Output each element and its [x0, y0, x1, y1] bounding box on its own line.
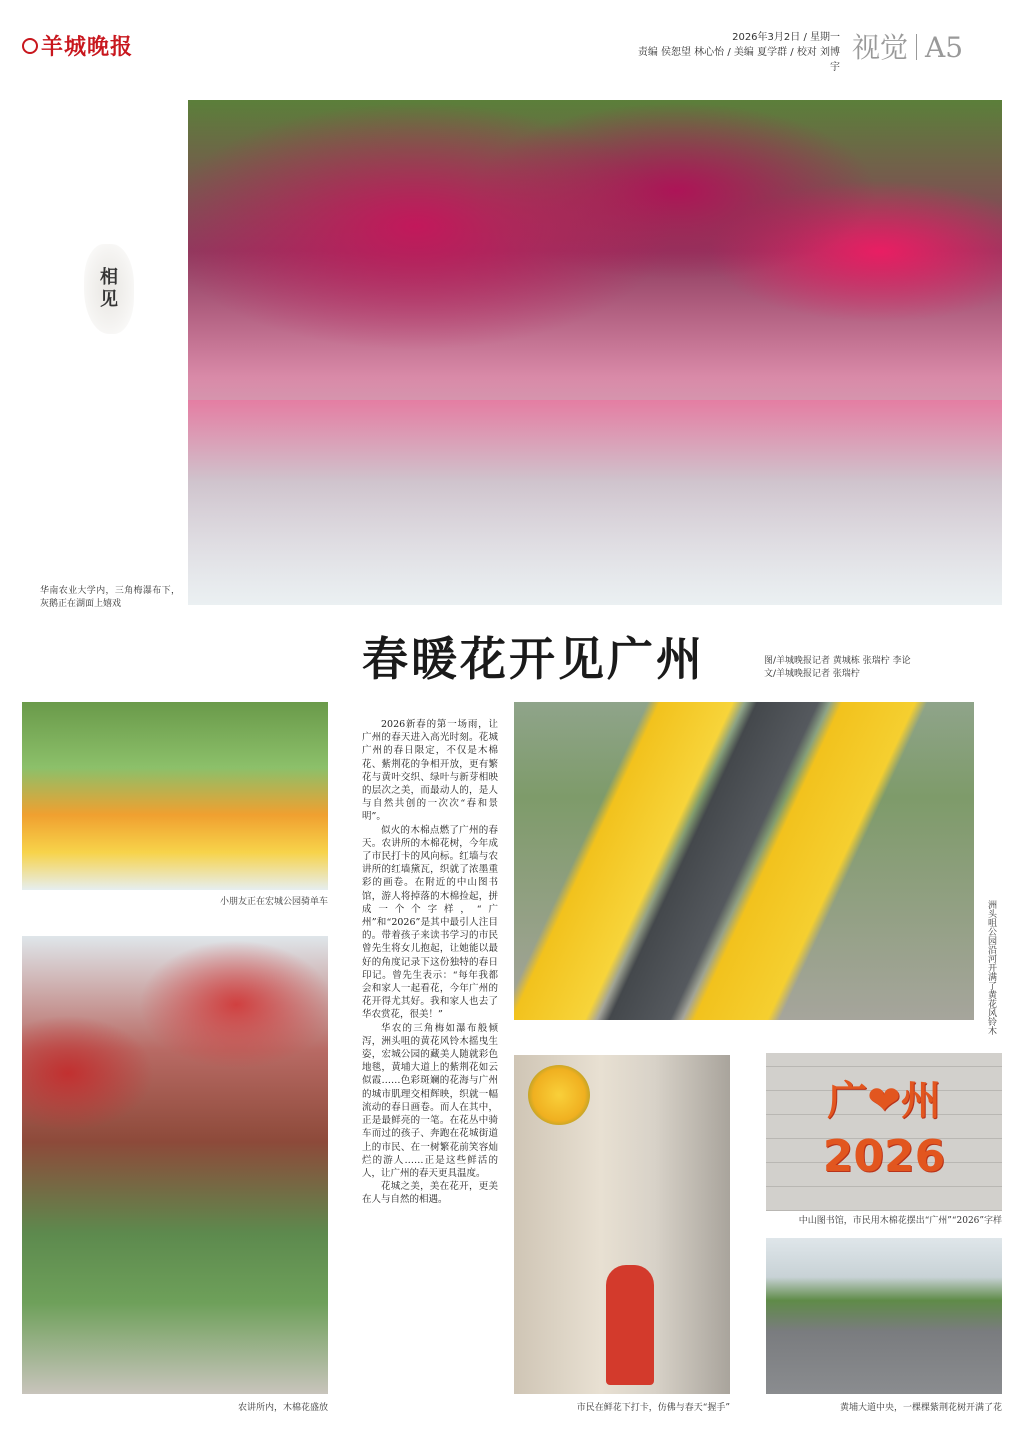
ornament-char: 见 [100, 289, 118, 310]
photo-kapok-blossoms [22, 936, 328, 1394]
page-number: A5 [925, 31, 964, 64]
woman-red-dress [606, 1265, 654, 1385]
photo-woman-flowers [514, 1055, 730, 1394]
caption-woman: 市民在鲜花下打卡，仿佛与春天“握手” [576, 1403, 730, 1413]
photo-credit: 图/羊城晚报记者 黄城栋 张瑞柠 李论 [764, 656, 911, 666]
logo-text: 羊城晚报 [41, 34, 134, 60]
caption-kapok: 农讲所内，木棉花盛放 [237, 1403, 328, 1413]
date-line: 2026年3月2日 / 星期一 [732, 32, 840, 43]
photo-huangpu-avenue [766, 1238, 1002, 1394]
photo-golden-trumpet-avenue [514, 702, 974, 1020]
article-paragraph: 华农的三角梅如瀑布般倾泻，洲头咀的黄花风铃木摇曳生姿，宏城公园的藏美人随就彩色地毯，黄埔大道上的紫荆花如云似霞……色彩斑斓的花海与广州的城市肌理交相辉映，织就一幅流动的春日画卷。而人在其中，正是最鲜亮的一笔。在花丛中骑车而过的孩子、奔跑在花城街道上的市民、在一树繁花前笑容灿烂的游人……正是这些鲜活的人，让广州的春天更具温度。 [362, 1022, 498, 1179]
photo-lake-water [188, 400, 1002, 605]
text-credit: 文/羊城晚报记者 张瑞柠 [764, 669, 860, 679]
section-divider [916, 34, 917, 60]
caption-main-photo: 华南农业大学内，三角梅瀑布下，灰鹅正在湖面上嬉戏 [40, 586, 180, 609]
header-meta [630, 30, 840, 75]
photo-bougainvillea-lake [188, 100, 1002, 605]
photo-flower-letters [766, 1053, 1002, 1211]
caption-road: 黄埔大道中央，一棵棵紫荆花树开满了花 [839, 1403, 1002, 1413]
article-paragraph: 花城之美，美在花开，更美在人与自然的相遇。 [362, 1181, 498, 1206]
article-paragraph: 2026新春的第一场雨，让广州的春天进入高光时刻。花城广州的春日限定，不仅是木棉花、紫荆花的争相开放，更有繁花与黄叶交织、绿叶与新芽相映的层次之美，而最动人的，是人与自然共创的一次次“春和景明”。 [362, 719, 498, 823]
article-body [362, 718, 498, 1207]
section-name: 视觉 [852, 31, 909, 64]
credits [764, 655, 1014, 681]
ornament-xiangjian [84, 244, 134, 334]
article-paragraph: 似火的木棉点燃了广州的春天。农讲所的木棉花树，今年成了市民打卡的风向标。红墙与农讲所的红墙黛瓦，织就了浓墨重彩的画卷。在附近的中山图书馆，游人将掉落的木棉捡起，拼成一个个字样，“广州”和“2026”是其中最引人注目的。带着孩子来读书学习的市民曾先生将女儿抱起，让她能以最好的角度记录下这份独特的春日印记。曾先生表示：“每年我都会和家人一起看花，今年广州的花开得尤其好。我和家人也去了华农赏花，很美！” [362, 824, 498, 1021]
caption-letters: 中山图书馆，市民用木棉花摆出“广州”“2026”字样 [798, 1216, 1002, 1226]
headline: 春暖花开见广州 [362, 632, 705, 686]
caption-kids: 小朋友正在宏城公园骑单车 [219, 897, 328, 907]
caption-avenue: 洲头咀公园沿河开满了黄花风铃木 [986, 900, 996, 1035]
section-label [852, 26, 963, 66]
newspaper-logo [22, 30, 133, 61]
flower-word-2026: 2026 [822, 1131, 946, 1182]
flower-basket-icon [528, 1065, 590, 1125]
ornament-char: 相 [100, 267, 118, 288]
editors-line: 责编 侯恕望 林心怡 / 美编 夏学群 / 校对 刘博宇 [637, 47, 840, 73]
flower-word-guangzhou: 广❤州 [827, 1078, 941, 1124]
logo-circle-icon [22, 38, 38, 54]
photo-kids-cycling [22, 702, 328, 890]
